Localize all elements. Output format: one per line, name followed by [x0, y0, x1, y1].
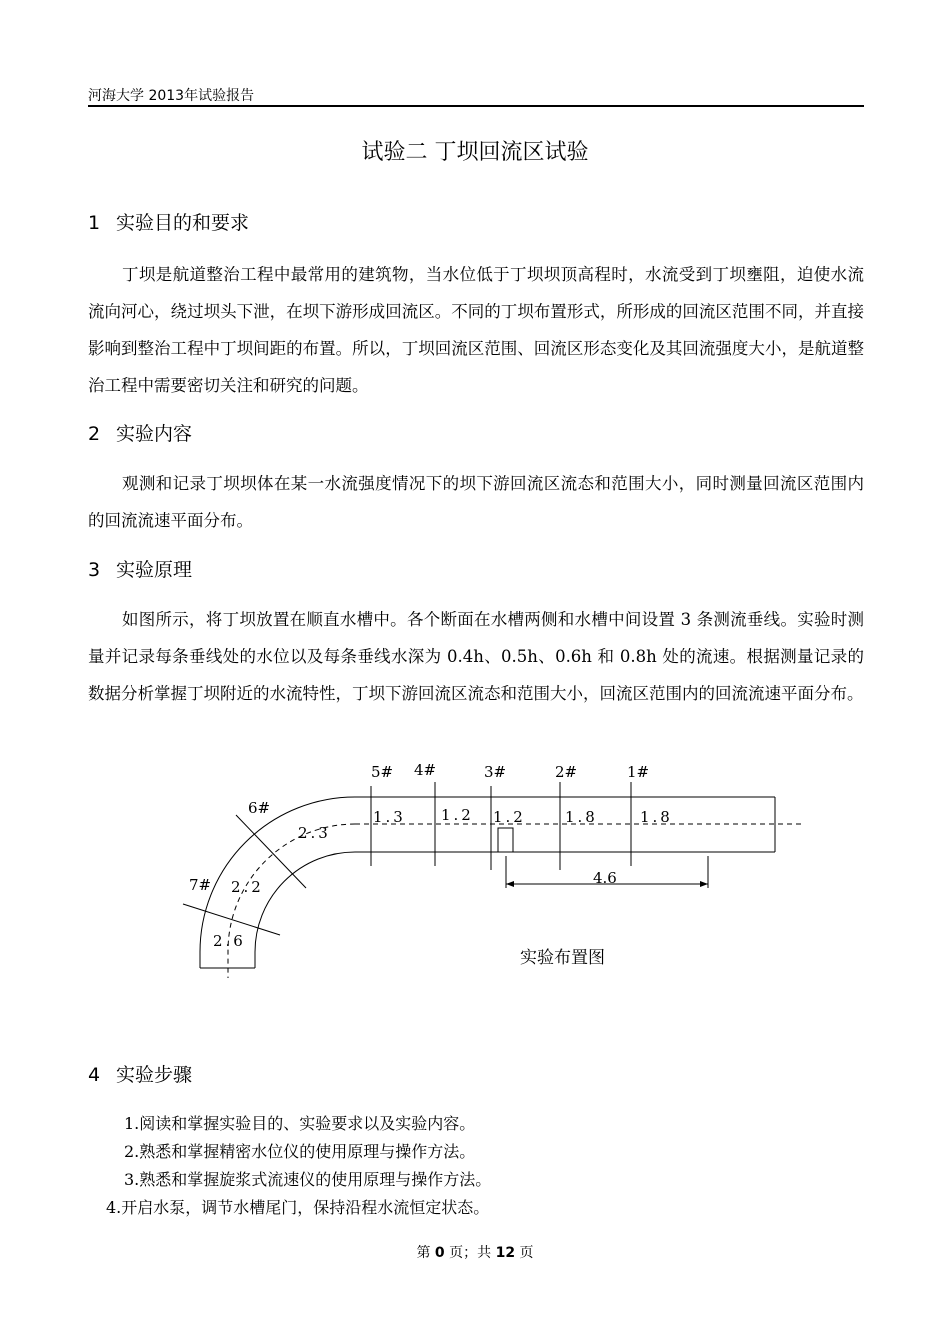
spur-dike [498, 828, 513, 852]
value-label: 1.3 [373, 808, 406, 826]
value-label: 1.8 [640, 808, 673, 826]
section-2-body: 观测和记录丁坝坝体在某一水流强度情况下的坝下游回流区流态和范围大小，同时测量回流区范围内的回流流速平面分布。 [88, 474, 864, 530]
dimension-arrow-left [506, 881, 514, 887]
section-label-7: 7# [189, 876, 212, 894]
layout-diagram [180, 755, 820, 985]
bend-centerline [228, 824, 355, 978]
page-header: 河海大学 2013年试验报告 [88, 88, 255, 104]
section-3-heading [88, 557, 192, 583]
footer-suffix: 页 [519, 1245, 534, 1261]
section-2-heading [88, 421, 192, 447]
page-footer [0, 1243, 950, 1263]
dimension-arrow-right [700, 881, 708, 887]
section-1-title: 实验目的和要求 [116, 212, 250, 234]
header-rule [88, 105, 864, 107]
step-item: 1.阅读和掌握实验目的、实验要求以及实验内容。 [124, 1114, 476, 1133]
value-label: 2.3 [298, 824, 331, 842]
steps-list [104, 1110, 491, 1222]
section-1-heading [88, 210, 249, 236]
dimension-label: 4.6 [593, 869, 617, 887]
footer-total-pages: 12 [495, 1245, 516, 1261]
section-4-title: 实验步骤 [116, 1064, 193, 1086]
footer-page-number: 0 [434, 1245, 445, 1261]
section-2-title: 实验内容 [116, 423, 193, 445]
section-line-7 [183, 904, 280, 935]
section-label-6: 6# [248, 799, 271, 817]
value-label: 2.2 [231, 878, 264, 896]
section-label-2: 2# [555, 763, 578, 781]
step-item: 4.开启水泵，调节水槽尾门，保持沿程水流恒定状态。 [106, 1198, 490, 1217]
section-3-body: 如图所示，将丁坝放置在顺直水槽中。各个断面在水槽两侧和水槽中间设置 3 条测流垂线。实验时测量并记录每条垂线处的水位以及每条垂线水深为 0.4h、0.5h、0.6h 和 0.8h 处的流速。根据测量记录的数据分析掌握丁坝附近的水流特性，丁坝下游回流区流态和范围大小，回流区范围内的回流流速平面分布。 [88, 610, 864, 703]
document-title: 试验二 丁坝回流区试验 [361, 140, 589, 165]
section-4-heading [88, 1062, 192, 1088]
footer-prefix: 第 [416, 1245, 431, 1261]
value-label: 1.8 [565, 808, 598, 826]
diagram-caption: 实验布置图 [520, 948, 605, 968]
step-item: 3.熟悉和掌握旋浆式流速仪的使用原理与操作方法。 [124, 1170, 492, 1189]
value-label: 1.2 [493, 808, 526, 826]
section-label-5: 5# [371, 763, 394, 781]
footer-middle: 页；共 [449, 1245, 492, 1261]
section-label-3: 3# [484, 763, 507, 781]
section-1-body: 丁坝是航道整治工程中最常用的建筑物，当水位低于丁坝坝顶高程时，水流受到丁坝壅阻，迫使水流流向河心，绕过坝头下泄，在坝下游形成回流区。不同的丁坝布置形式，所形成的回流区范围不同，并直接影响到整治工程中丁坝间距的布置。所以，丁坝回流区范围、回流区形态变化及其回流强度大小，是航道整治工程中需要密切关注和研究的问题。 [88, 265, 864, 395]
section-3-title: 实验原理 [116, 559, 193, 581]
section-4-number: 4 [88, 1064, 101, 1086]
section-label-4: 4# [414, 761, 437, 779]
section-2-number: 2 [88, 423, 101, 445]
bend-inner-wall [255, 852, 355, 968]
section-1-number: 1 [88, 212, 101, 234]
value-label: 2.6 [213, 932, 246, 950]
section-3-number: 3 [88, 559, 101, 581]
value-label: 1.2 [441, 806, 474, 824]
section-label-1: 1# [627, 763, 650, 781]
step-item: 2.熟悉和掌握精密水位仪的使用原理与操作方法。 [124, 1142, 476, 1161]
